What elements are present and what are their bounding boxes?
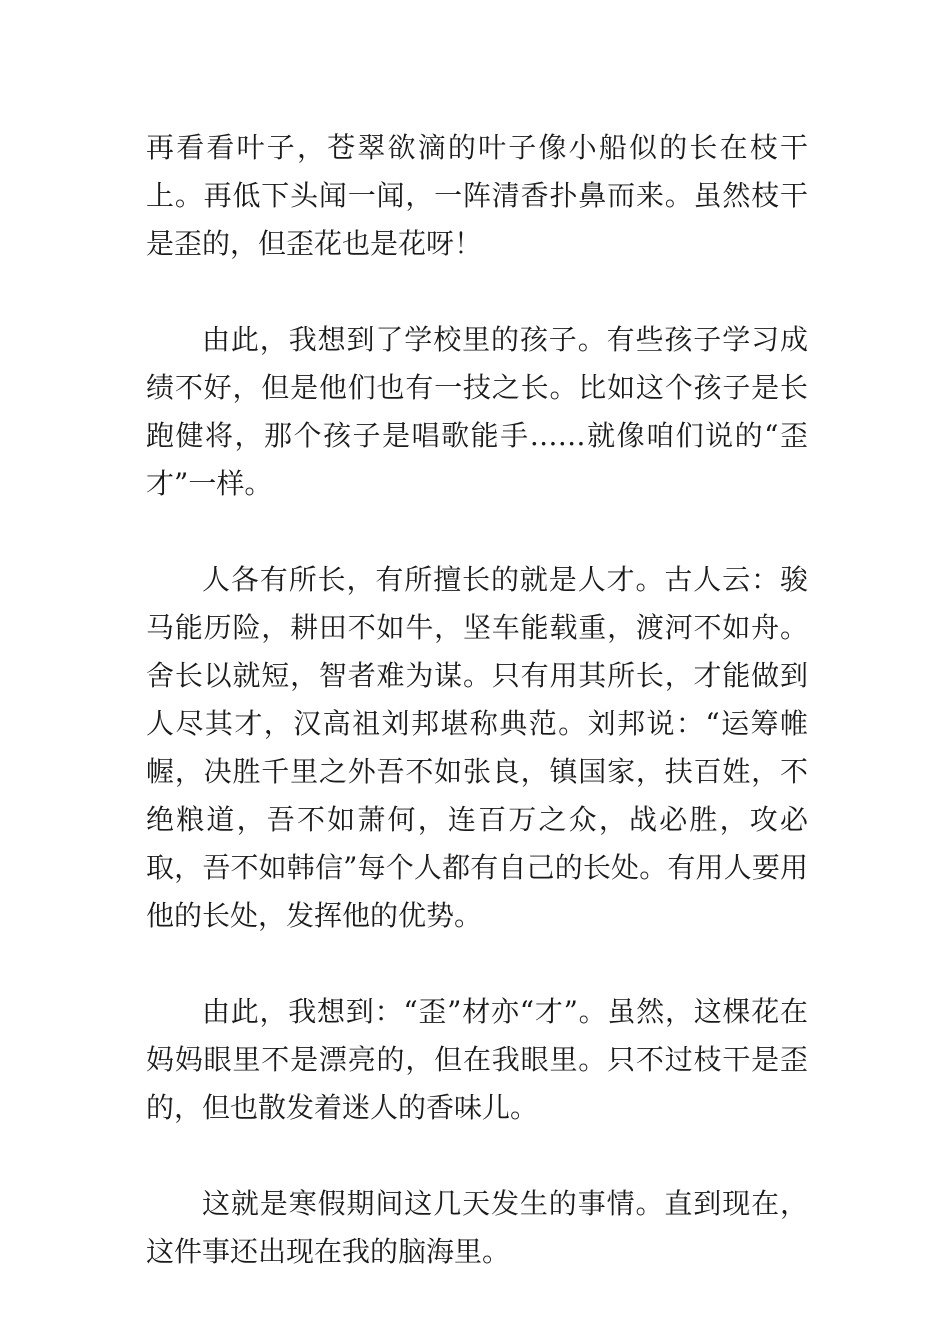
- paragraph-school-children: 由此，我想到了学校里的孩子。有些孩子学习成绩不好，但是他们也有一技之长。比如这个孩子是长跑健将，那个孩子是唱歌能手……就像咱们说的“歪才”一样。: [146, 323, 808, 500]
- paragraph-crooked-talent: 由此，我想到：“歪”材亦“才”。虽然，这棵花在妈妈眼里不是漂亮的，但在我眼里。只不过枝干是歪的，但也散发着迷人的香味儿。: [146, 995, 808, 1124]
- paragraph-leaves: 再看看叶子，苍翠欲滴的叶子像小船似的长在枝干上。再低下头闻一闻，一阵清香扑鼻而来。虽然枝干是歪的，但歪花也是花呀！: [146, 131, 808, 260]
- paragraph-everyone-has-strengths: 人各有所长，有所擅长的就是人才。古人云：骏马能历险，耕田不如牛，坚车能载重，渡河不如舟。舍长以就短，智者难为谋。只有用其所长，才能做到人尽其才，汉高祖刘邦堪称典范。刘邦说：“运筹帷幄，决胜千里之外吾不如张良，镇国家，扶百姓，不绝粮道，吾不如萧何，连百万之众，战必胜，攻必取，吾不如韩信”每个人都有自己的长处。有用人要用他的长处，发挥他的优势。: [146, 563, 808, 932]
- document-body: [146, 124, 808, 1324]
- paragraph-conclusion: 这就是寒假期间这几天发生的事情。直到现在，这件事还出现在我的脑海里。: [146, 1187, 808, 1268]
